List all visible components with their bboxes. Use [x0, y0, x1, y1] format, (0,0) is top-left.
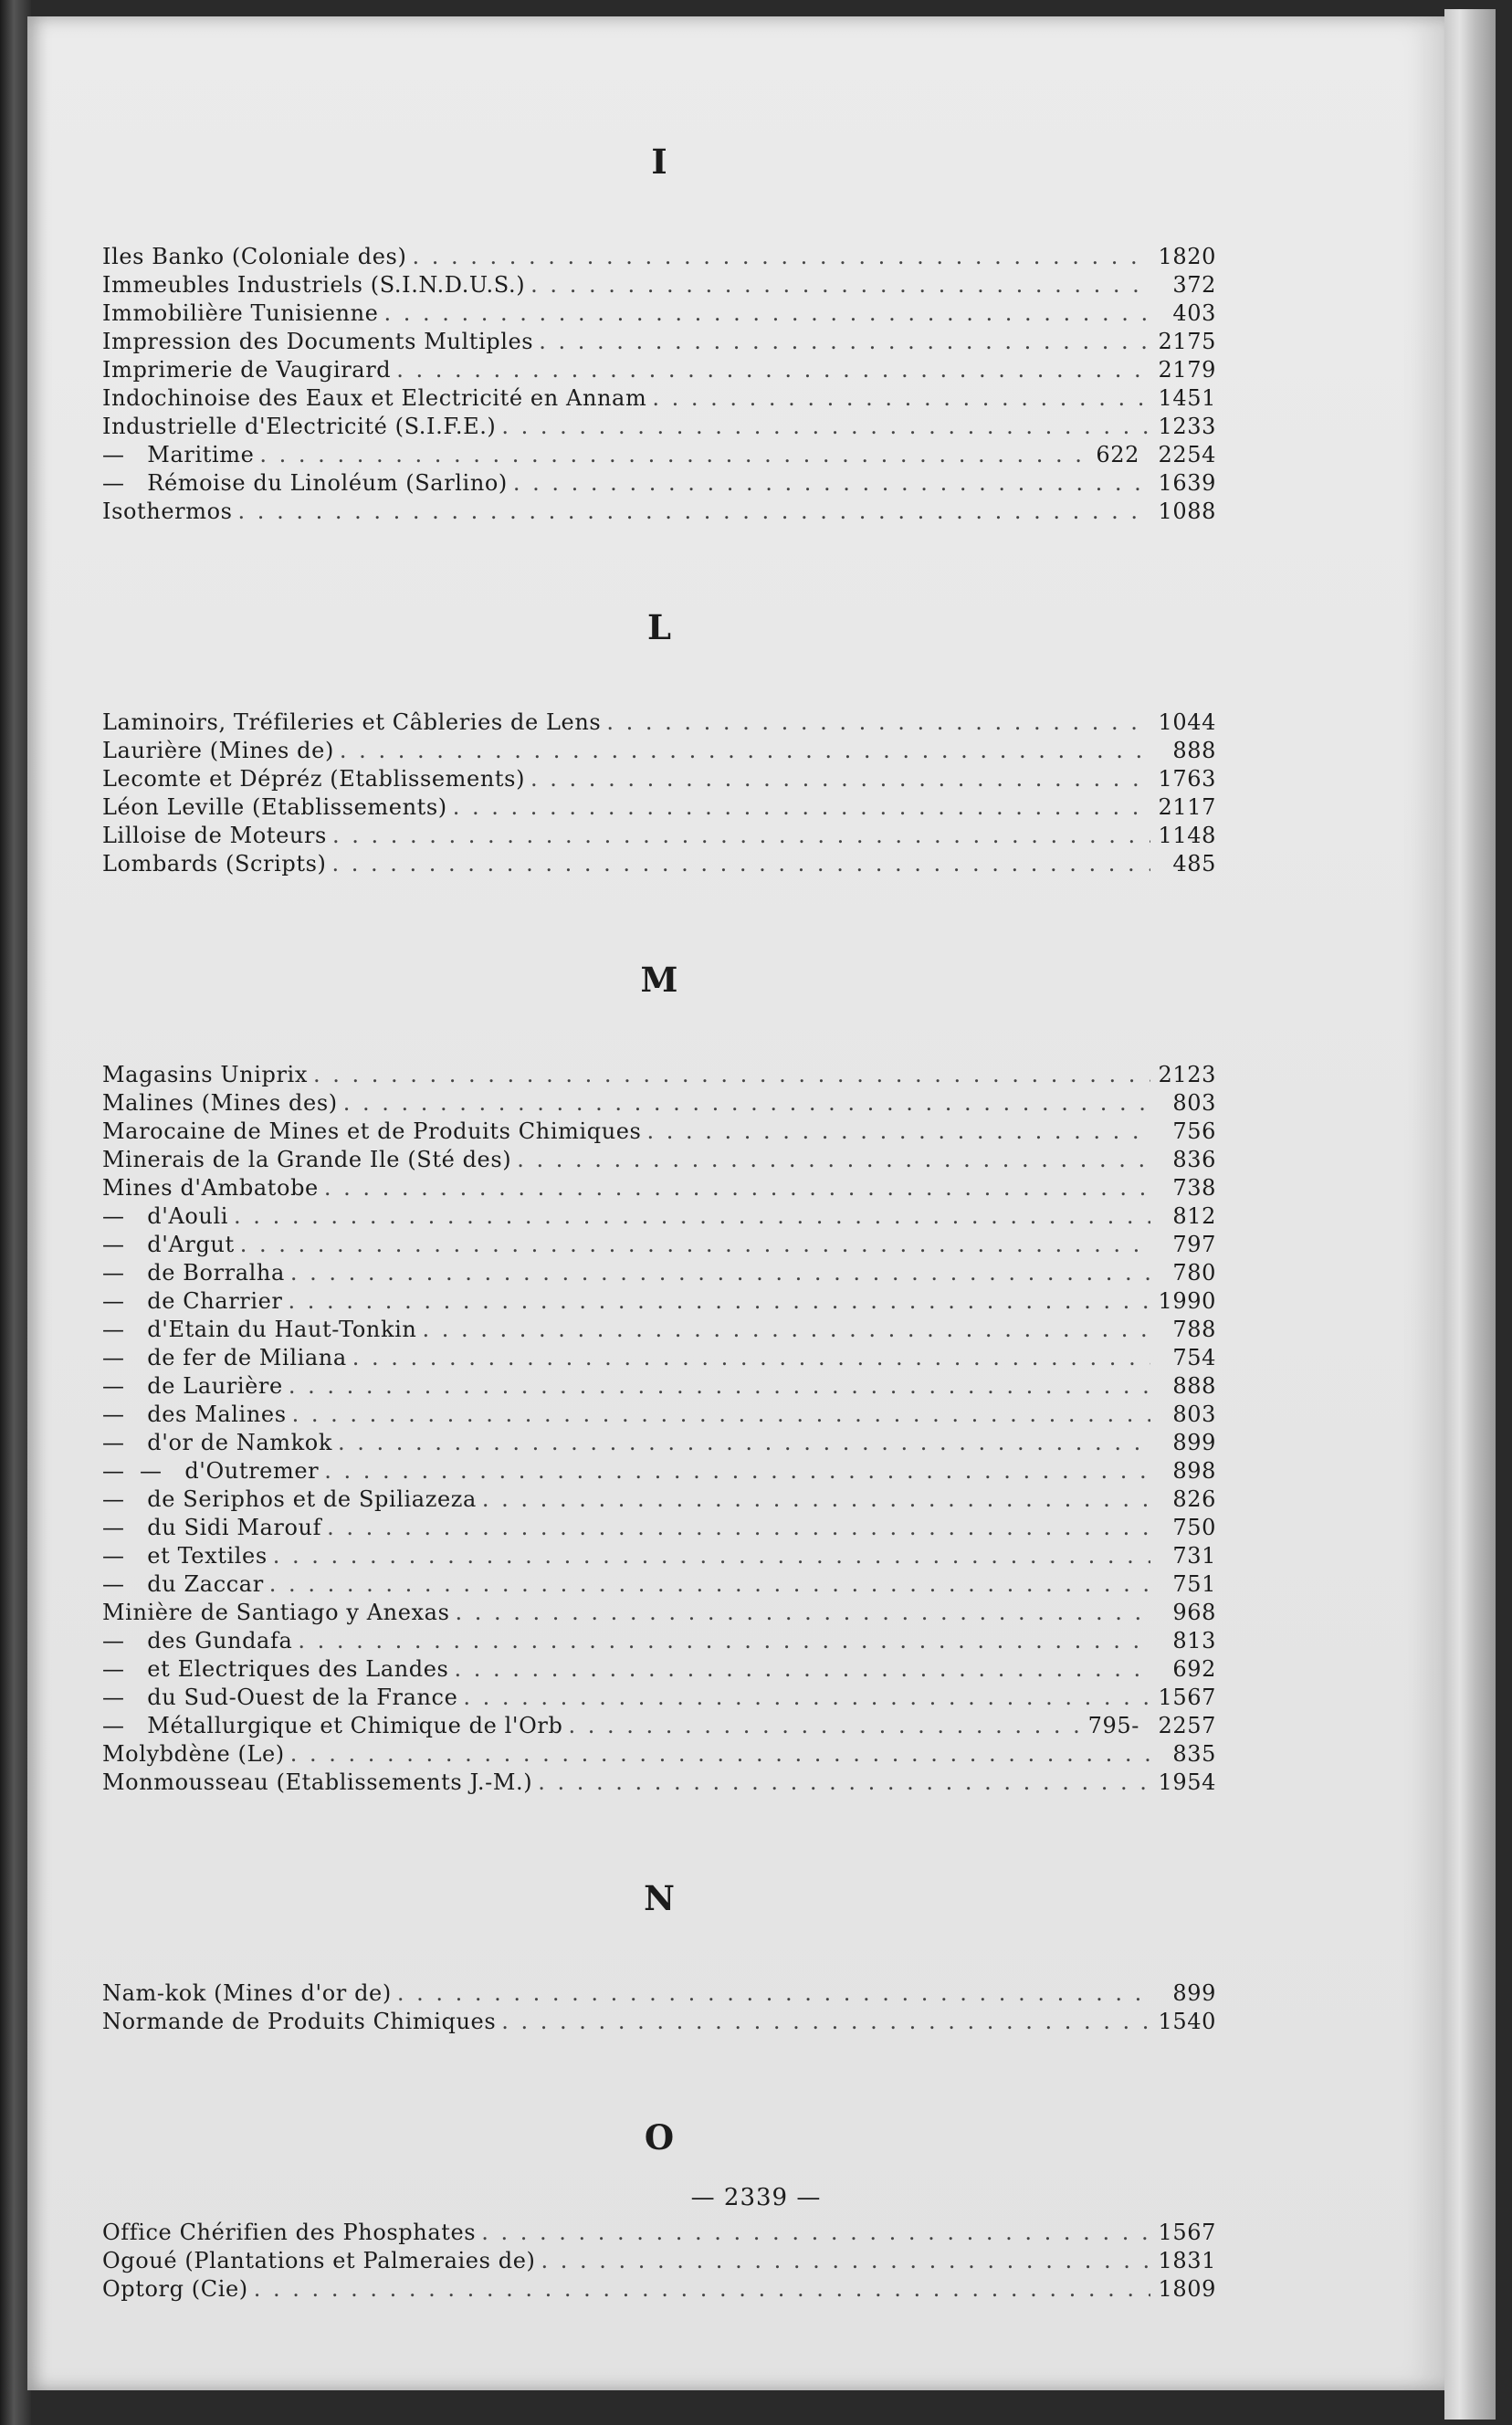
entry-name: Lecomte et Dépréz (Etablissements): [102, 766, 526, 792]
book-spine-shadow: [0, 0, 31, 2425]
dot-leader: [456, 1599, 1150, 1627]
section-heading-n: N: [644, 1878, 675, 1918]
entry-name: — Métallurgique et Chimique de l'Orb: [102, 1713, 563, 1738]
entry-name: Impression des Documents Multiples: [102, 329, 534, 354]
dot-leader: [501, 2008, 1150, 2036]
entry-name: — d'Aouli: [102, 1203, 229, 1229]
entry-page-number: 1639: [1158, 470, 1216, 496]
dot-leader: [517, 1146, 1150, 1174]
entry-name: — d'or de Namkok: [102, 1430, 332, 1455]
dot-leader: [652, 384, 1150, 413]
index-entry: [102, 328, 1216, 356]
dot-leader: [313, 1061, 1150, 1089]
entry-page-number: 826: [1172, 1486, 1216, 1512]
entry-page-number: 756: [1172, 1118, 1216, 1144]
entry-name: Immobilière Tunisienne: [102, 300, 379, 326]
index-content: [102, 137, 1216, 2304]
index-entry: [102, 299, 1216, 328]
entry-page-number: 485: [1172, 851, 1216, 877]
index-entry: [102, 271, 1216, 299]
index-entry: [102, 765, 1216, 793]
index-entry: [102, 1457, 1216, 1485]
entry-name: Mines d'Ambatobe: [102, 1175, 319, 1201]
entry-page-number: 1233: [1158, 414, 1216, 439]
entry-page-number: 403: [1172, 300, 1216, 326]
entry-name: — et Textiles: [102, 1543, 268, 1569]
entry-page-number: 812: [1172, 1203, 1216, 1229]
dot-leader: [269, 1570, 1150, 1599]
index-entry: [102, 1769, 1216, 1797]
entry-name: Monmousseau (Etablissements J.-M.): [102, 1769, 533, 1795]
dot-leader: [331, 850, 1150, 878]
index-entry: [102, 1202, 1216, 1231]
index-entry: [102, 1655, 1216, 1684]
index-entry: [102, 356, 1216, 384]
entry-page-number: 1954: [1158, 1769, 1216, 1795]
entry-name: Office Chérifien des Phosphates: [102, 2220, 477, 2245]
entry-page-number: 898: [1172, 1458, 1216, 1484]
entry-name: Magasins Uniprix: [102, 1062, 308, 1087]
entry-name: — Rémoise du Linoléum (Sarlino): [102, 470, 508, 496]
entry-page-number: 731: [1172, 1543, 1216, 1569]
entry-name: Indochinoise des Eaux et Electricité en Annam: [102, 385, 647, 411]
entry-page-number: 813: [1172, 1628, 1216, 1653]
index-entry: [102, 850, 1216, 878]
index-entry: [102, 1740, 1216, 1769]
dot-leader: [290, 1740, 1150, 1769]
entry-page-number: 835: [1172, 1741, 1216, 1767]
entry-page-number: 738: [1172, 1175, 1216, 1201]
entry-page-number: 1990: [1158, 1288, 1216, 1314]
index-entry: [102, 2008, 1216, 2036]
dot-leader: [454, 1655, 1150, 1684]
dot-leader: [324, 1174, 1150, 1202]
section-o-list: [102, 2219, 1216, 2304]
entry-page-number: 888: [1172, 1373, 1216, 1399]
dot-leader: [383, 299, 1150, 328]
entry-name: — du Sidi Marouf: [102, 1515, 322, 1540]
entry-name: — de Charrier: [102, 1288, 283, 1314]
index-entry: [102, 822, 1216, 850]
entry-name: Léon Leville (Etablissements): [102, 794, 447, 820]
index-entry: [102, 1627, 1216, 1655]
entry-page-number: 788: [1172, 1317, 1216, 1342]
index-entry: [102, 1316, 1216, 1344]
dot-leader: [396, 356, 1150, 384]
dot-leader: [397, 1979, 1150, 2008]
entry-page-number: 1044: [1158, 709, 1216, 735]
entry-page-number: 888: [1172, 738, 1216, 763]
index-entry: [102, 1287, 1216, 1316]
index-entry: [102, 2275, 1216, 2304]
dot-leader: [412, 243, 1150, 271]
index-entry: [102, 1979, 1216, 2008]
page-edge: [1444, 9, 1496, 2420]
dot-leader: [298, 1627, 1150, 1655]
index-entry: [102, 1485, 1216, 1514]
entry-page-number: 751: [1172, 1571, 1216, 1597]
dot-leader: [290, 1259, 1150, 1287]
index-entry: [102, 441, 1216, 469]
index-entry: [102, 1401, 1216, 1429]
index-entry: [102, 1684, 1216, 1712]
dot-leader: [541, 2247, 1150, 2275]
entry-extra-page: 622: [1096, 442, 1139, 467]
entry-name: Molybdène (Le): [102, 1741, 285, 1767]
entry-page-number: 1451: [1158, 385, 1216, 411]
entry-name: — et Electriques des Landes: [102, 1656, 449, 1682]
index-entry: [102, 1089, 1216, 1118]
entry-page-number: 836: [1172, 1147, 1216, 1172]
entry-page-number: 803: [1172, 1090, 1216, 1116]
dot-leader: [340, 737, 1150, 765]
dot-leader: [422, 1316, 1150, 1344]
entry-name: Minière de Santiago y Anexas: [102, 1600, 450, 1625]
entry-name: Immeubles Industriels (S.I.N.D.U.S.): [102, 272, 526, 298]
index-entry: [102, 1514, 1216, 1542]
index-entry: [102, 793, 1216, 822]
entry-name: — de fer de Miliana: [102, 1345, 347, 1370]
dot-leader: [352, 1344, 1150, 1372]
entry-page-number: 750: [1172, 1515, 1216, 1540]
entry-page-number: 1763: [1158, 766, 1216, 792]
dot-leader: [289, 1372, 1150, 1401]
entry-name: Laminoirs, Tréfileries et Câbleries de Lens: [102, 709, 602, 735]
section-l-list: [102, 709, 1216, 878]
entry-page-number: 1540: [1158, 2009, 1216, 2034]
entry-page-number: 899: [1172, 1430, 1216, 1455]
entry-name: — de Laurière: [102, 1373, 283, 1399]
index-entry: [102, 1599, 1216, 1627]
entry-page-number: 797: [1172, 1232, 1216, 1257]
section-heading-m: M: [640, 960, 678, 1000]
index-entry: [102, 498, 1216, 526]
index-entry: [102, 2219, 1216, 2247]
entry-name: Isothermos: [102, 499, 233, 524]
index-entry: [102, 1344, 1216, 1372]
entry-page-number: 1567: [1158, 1685, 1216, 1710]
entry-page-number: 1148: [1158, 823, 1216, 848]
section-m-list: [102, 1061, 1216, 1797]
section-heading-o: O: [644, 2117, 675, 2157]
dot-leader: [254, 2275, 1150, 2304]
dot-leader: [646, 1118, 1150, 1146]
entry-page-number: 692: [1172, 1656, 1216, 1682]
entry-name: Nam-kok (Mines d'or de): [102, 1980, 392, 2006]
index-entry: [102, 1542, 1216, 1570]
entry-name: Laurière (Mines de): [102, 738, 334, 763]
section-heading-i: I: [651, 142, 667, 182]
entry-name: Imprimerie de Vaugirard: [102, 357, 392, 383]
dot-leader: [234, 1202, 1150, 1231]
dot-leader: [568, 1712, 1082, 1740]
index-entry: [102, 1118, 1216, 1146]
entry-page-number: 899: [1172, 1980, 1216, 2006]
dot-leader: [538, 1769, 1150, 1797]
index-entry: [102, 1146, 1216, 1174]
index-entry: [102, 2247, 1216, 2275]
index-entry: [102, 1061, 1216, 1089]
entry-name: — Maritime: [102, 442, 255, 467]
dot-leader: [292, 1401, 1150, 1429]
entry-page-number: 2257: [1158, 1713, 1216, 1738]
entry-name: Optorg (Cie): [102, 2276, 248, 2302]
entry-name: Ogoué (Plantations et Palmeraies de): [102, 2248, 536, 2273]
index-entry: [102, 469, 1216, 498]
entry-name: Marocaine de Mines et de Produits Chimiques: [102, 1118, 642, 1144]
entry-page-number: 2123: [1158, 1062, 1216, 1087]
entry-page-number: 1809: [1158, 2276, 1216, 2302]
dot-leader: [238, 498, 1150, 526]
entry-name: — de Borralha: [102, 1260, 285, 1286]
entry-name: — — d'Outremer: [102, 1458, 320, 1484]
entry-page-number: 803: [1172, 1401, 1216, 1427]
dot-leader: [343, 1089, 1150, 1118]
entry-name: — du Sud-Ouest de la France: [102, 1685, 458, 1710]
dot-leader: [324, 1457, 1150, 1485]
entry-name: — des Gundafa: [102, 1628, 293, 1653]
entry-page-number: 1088: [1158, 499, 1216, 524]
entry-name: Lilloise de Moteurs: [102, 823, 327, 848]
index-entry: [102, 1174, 1216, 1202]
dot-leader: [481, 2219, 1150, 2247]
index-entry: [102, 1372, 1216, 1401]
entry-name: — d'Etain du Haut-Tonkin: [102, 1317, 417, 1342]
entry-name: — du Zaccar: [102, 1571, 264, 1597]
index-entry: [102, 1231, 1216, 1259]
entry-page-number: 1567: [1158, 2220, 1216, 2245]
dot-leader: [530, 271, 1150, 299]
dot-leader: [327, 1514, 1150, 1542]
entry-name: — de Seriphos et de Spiliazeza: [102, 1486, 477, 1512]
entry-extra-page: 795-: [1087, 1713, 1139, 1738]
dot-leader: [513, 469, 1150, 498]
index-entry: [102, 243, 1216, 271]
index-entry: [102, 1429, 1216, 1457]
dot-leader: [501, 413, 1150, 441]
entry-name: Minerais de la Grande Ile (Sté des): [102, 1147, 512, 1172]
index-entry: [102, 1259, 1216, 1287]
index-entry: [102, 384, 1216, 413]
dot-leader: [259, 441, 1090, 469]
dot-leader: [463, 1684, 1150, 1712]
dot-leader: [606, 709, 1150, 737]
index-entry: [102, 737, 1216, 765]
entry-name: Malines (Mines des): [102, 1090, 338, 1116]
dot-leader: [332, 822, 1150, 850]
entry-page-number: 1831: [1158, 2248, 1216, 2273]
entry-name: Iles Banko (Coloniale des): [102, 244, 407, 269]
section-heading-l: L: [646, 607, 671, 647]
entry-page-number: 2117: [1158, 794, 1216, 820]
index-entry: [102, 1570, 1216, 1599]
section-n-list: [102, 1979, 1216, 2036]
entry-name: — d'Argut: [102, 1232, 235, 1257]
dot-leader: [273, 1542, 1150, 1570]
index-entry: [102, 413, 1216, 441]
entry-page-number: 2179: [1158, 357, 1216, 383]
dot-leader: [289, 1287, 1150, 1316]
dot-leader: [539, 328, 1150, 356]
entry-page-number: 2254: [1158, 442, 1216, 467]
dot-leader: [453, 793, 1150, 822]
dot-leader: [482, 1485, 1150, 1514]
entry-name: — des Malines: [102, 1401, 287, 1427]
page-number: — 2339 —: [690, 2184, 822, 2211]
entry-name: Industrielle d'Electricité (S.I.F.E.): [102, 414, 497, 439]
entry-name: Normande de Produits Chimiques: [102, 2009, 497, 2034]
entry-page-number: 372: [1172, 272, 1216, 298]
section-i-list: [102, 243, 1216, 526]
entry-page-number: 968: [1172, 1600, 1216, 1625]
entry-page-number: 780: [1172, 1260, 1216, 1286]
dot-leader: [338, 1429, 1150, 1457]
index-entry: [102, 709, 1216, 737]
dot-leader: [530, 765, 1150, 793]
entry-name: Lombards (Scripts): [102, 851, 327, 877]
index-entry: [102, 1712, 1216, 1740]
entry-page-number: 754: [1172, 1345, 1216, 1370]
entry-page-number: 1820: [1158, 244, 1216, 269]
dot-leader: [240, 1231, 1150, 1259]
entry-page-number: 2175: [1158, 329, 1216, 354]
